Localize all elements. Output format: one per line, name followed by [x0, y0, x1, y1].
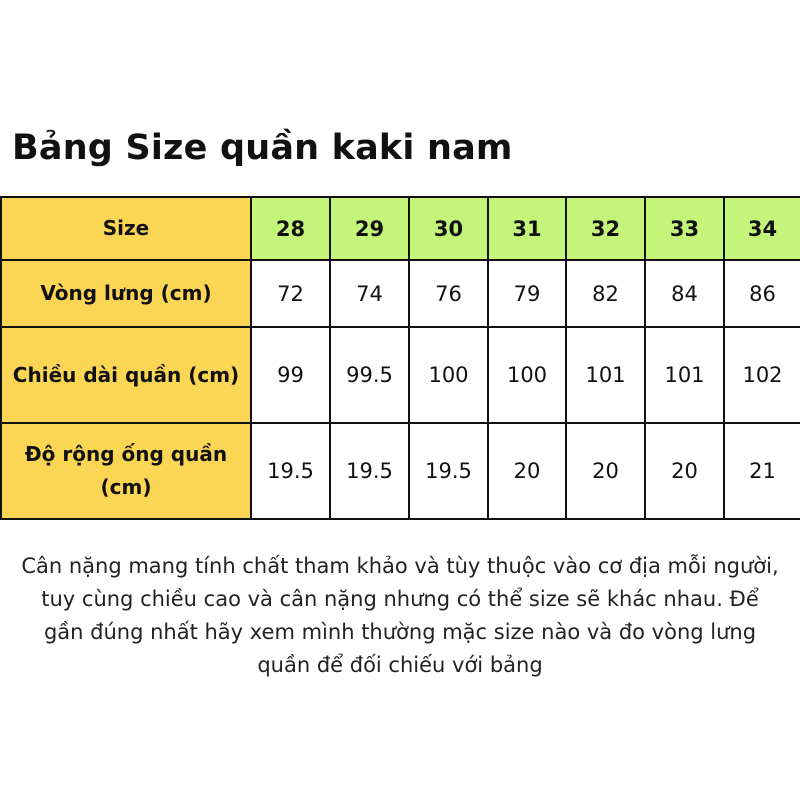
table-cell: 20	[645, 423, 724, 519]
size-header-cell: 30	[409, 197, 488, 260]
table-cell: 79	[488, 260, 566, 327]
table-cell: 101	[566, 327, 645, 423]
table-cell: 100	[409, 327, 488, 423]
size-header-row	[1, 197, 800, 260]
table-cell: 21	[724, 423, 800, 519]
size-chart-table	[0, 196, 800, 520]
table-cell: 20	[488, 423, 566, 519]
row-label-waist: Vòng lưng (cm)	[1, 260, 251, 327]
table-cell: 72	[251, 260, 330, 327]
table-cell: 86	[724, 260, 800, 327]
row-label-leg-width: Độ rộng ống quần (cm)	[1, 423, 251, 519]
table-row-leg-width	[1, 423, 800, 519]
table-cell: 99	[251, 327, 330, 423]
table-cell: 101	[645, 327, 724, 423]
table-cell: 19.5	[409, 423, 488, 519]
table-cell: 82	[566, 260, 645, 327]
table-cell: 84	[645, 260, 724, 327]
size-header-label: Size	[1, 197, 251, 260]
table-row-waist	[1, 260, 800, 327]
page-title: Bảng Size quần kaki nam	[12, 128, 513, 168]
table-cell: 74	[330, 260, 409, 327]
disclaimer-note: Cân nặng mang tính chất tham khảo và tùy thuộc vào cơ địa mỗi người, tuy cùng chiều cao và cân nặng nhưng có thể size sẽ khác nhau. Để gần đúng nhất hãy xem mình thường mặc size nào và đo vòng lưng quần để đối chiếu với bảng	[21, 554, 779, 677]
table-cell: 102	[724, 327, 800, 423]
table-cell: 19.5	[330, 423, 409, 519]
table-row-length	[1, 327, 800, 423]
size-header-cell: 32	[566, 197, 645, 260]
row-label-length: Chiều dài quần (cm)	[1, 327, 251, 423]
table-cell: 20	[566, 423, 645, 519]
size-header-cell: 33	[645, 197, 724, 260]
size-header-cell: 28	[251, 197, 330, 260]
table-cell: 100	[488, 327, 566, 423]
table-cell: 19.5	[251, 423, 330, 519]
size-header-cell: 31	[488, 197, 566, 260]
size-header-cell: 34	[724, 197, 800, 260]
table-cell: 76	[409, 260, 488, 327]
size-header-cell: 29	[330, 197, 409, 260]
table-cell: 99.5	[330, 327, 409, 423]
